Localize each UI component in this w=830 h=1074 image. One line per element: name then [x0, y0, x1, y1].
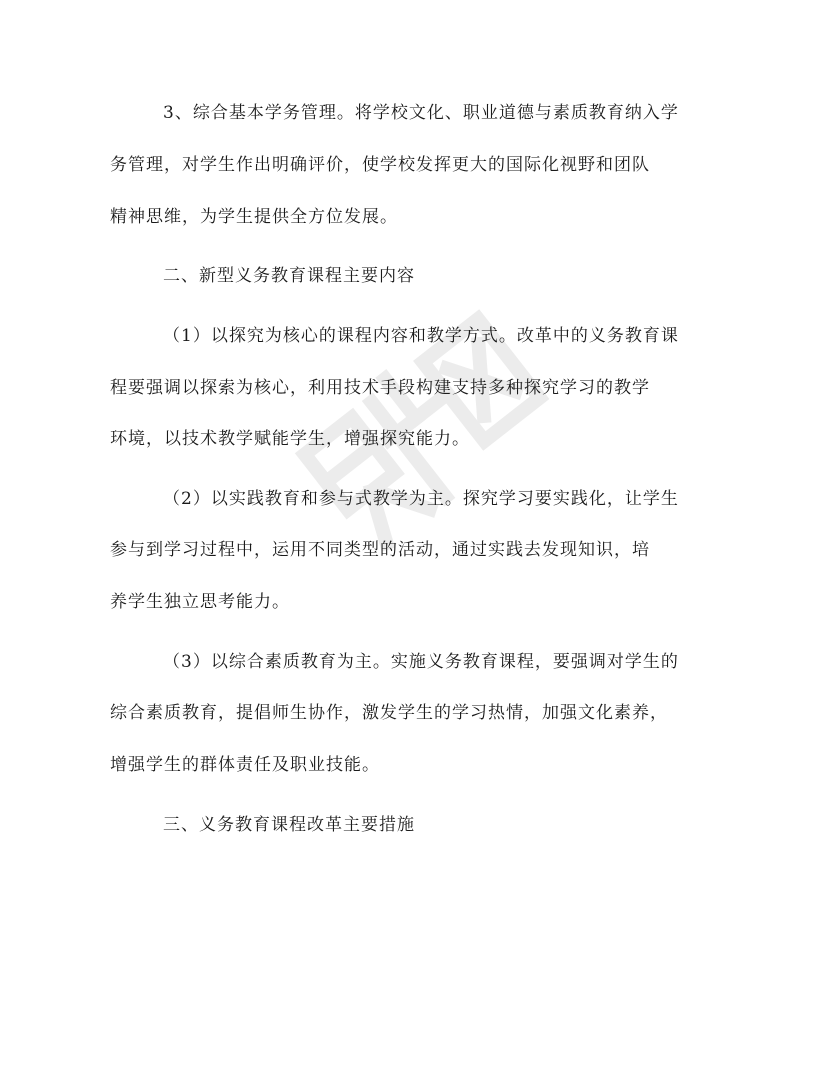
section-heading: 二、新型义务教育课程主要内容 — [163, 266, 415, 286]
paragraph-line: 3、综合基本学务管理。将学校文化、职业道德与素质教育纳入学 — [163, 103, 679, 123]
paragraph-line: 参与到学习过程中，运用不同类型的活动，通过实践去发现知识，培 — [110, 540, 650, 560]
paragraph-line: （1）以探究为核心的课程内容和教学方式。改革中的义务教育课 — [163, 326, 679, 346]
section-heading: 三、义务教育课程改革主要措施 — [163, 815, 415, 835]
paragraph-line: 环境，以技术教学赋能学生，增强探究能力。 — [110, 429, 470, 449]
paragraph-line: 精神思维，为学生提供全方位发展。 — [110, 207, 398, 227]
paragraph-line: （2）以实践教育和参与式教学为主。探究学习要实践化，让学生 — [163, 489, 679, 509]
paragraph-line: 养学生独立思考能力。 — [110, 592, 290, 612]
paragraph-line: 增强学生的群体责任及职业技能。 — [110, 755, 380, 775]
paragraph-line: 综合素质教育，提倡师生协作，激发学生的学习热情，加强文化素养， — [110, 703, 668, 723]
paragraph-line: （3）以综合素质教育为主。实施义务教育课程，要强调对学生的 — [163, 652, 679, 672]
watermark-logo-icon — [272, 269, 588, 571]
paragraph-line: 程要强调以探索为核心，利用技术手段构建支持多种探究学习的教学 — [110, 378, 650, 398]
paragraph-line: 务管理，对学生作出明确评价，使学校发挥更大的国际化视野和团队 — [110, 155, 650, 175]
